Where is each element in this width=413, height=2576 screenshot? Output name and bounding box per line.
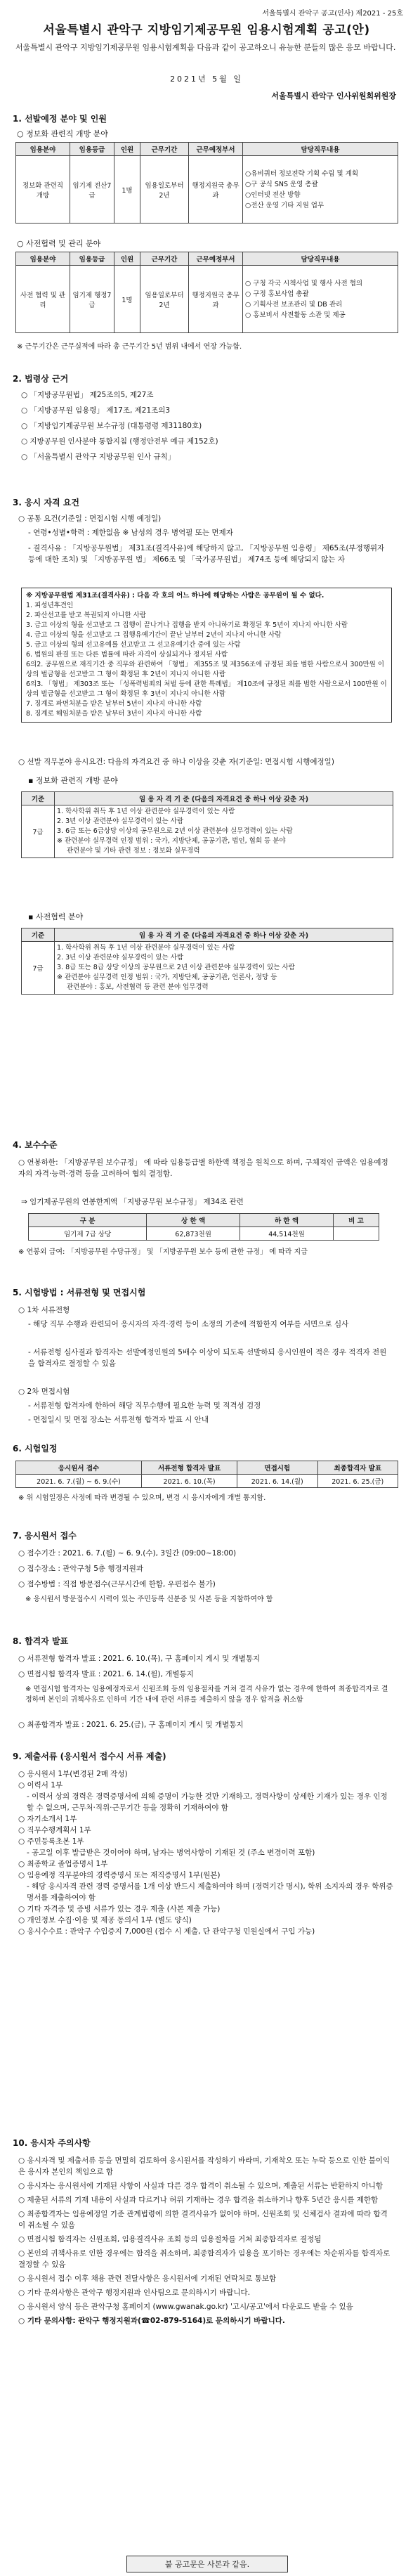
issuer: 서울특별시 관악구 인사위원회위원장	[271, 91, 396, 101]
col-header: 임용분야	[16, 252, 70, 266]
col-header: 근무기간	[140, 252, 189, 266]
document-number: 서울특별시 관악구 공고(인사) 제2021 - 25호	[262, 10, 403, 18]
announcement-line: ○ 최종합격자 발표 : 2021. 6. 25.(금), 구 홈페이지 게시 및 개별통지	[18, 1721, 244, 1729]
document-item: ○ 기타 자격증 및 증빙 서류가 있는 경우 제출 (사본 제출 가능)	[18, 1905, 221, 1913]
box-line: 7. 징계로 파면처분을 받은 날부터 5년이 지나지 아니한 사람	[26, 700, 202, 708]
col-header: 기준	[22, 792, 55, 805]
notice-item: ○ 응시원서 양식 등은 관악구청 홈페이지 (www.gwanak.go.kr) '고시/공고'에서 다운로드 받을 수 있음	[18, 2303, 353, 2311]
document-item: ○ 임용예정 직무분야의 경력증명서 또는 재직증명서 1부(원본)	[18, 1871, 221, 1879]
application-line: ○ 접수장소 : 관악구청 5층 행정지원과	[18, 1565, 144, 1573]
box-line: 8. 징계로 해임처분을 받은 날부터 3년이 지나지 아니한 사람	[26, 710, 202, 718]
table-cell: 2021. 6. 10.(목)	[142, 1475, 237, 1488]
qualification-item: 3. 8급 또는 8급 상당 이상의 공무원으로 2년 이상 관련분야 실무경력이 있는 사람	[57, 964, 295, 971]
section-5-heading: 5. 시험방법 : 서류전형 및 면접시험	[13, 1288, 146, 1297]
table-cell: 임용일로부터 2년	[140, 266, 189, 333]
col-header: 담당직무내용	[243, 143, 398, 156]
documents-list	[18, 1768, 394, 1937]
qualification-item: 3. 6급 또는 6급상당 이상의 공무원으로 2년 이상 관련분야 실무경력이 있는 사람	[57, 827, 293, 835]
law-item: ○ 「지방공무원 임용령」 제17조, 제21조의3	[21, 406, 171, 415]
exam-method-line: ○ 2차 면접시험	[18, 1387, 70, 1396]
col-header: 근무예정부서	[189, 143, 243, 156]
section-1-heading: 1. 선발예정 분야 및 인원	[13, 114, 107, 124]
table-cell: 2021. 6. 14.(월)	[237, 1475, 317, 1488]
col-header: 구 분	[29, 1214, 147, 1227]
col-header: 임용분야	[16, 143, 70, 156]
col-header: 담당직무내용	[243, 252, 398, 266]
table-cell: 62,873천원	[147, 1227, 240, 1241]
qualification-table-2	[21, 928, 393, 995]
requirement-line: - 연령•성별•학력 : 제한없음 ※ 남성의 경우 병역필 또는 면제자	[28, 529, 233, 537]
notice-item: ○ 기타 문의사항은 관악구 행정지원과 인사팀으로 문의하시기 바랍니다.	[18, 2289, 251, 2297]
notice-item: ○ 면접시험 합격자는 신원조회, 임용결격사유 조회 등의 임용절차를 거쳐 최종합격자로 결정됨	[18, 2235, 322, 2244]
box-line: 2. 파산선고를 받고 복권되지 아니한 사람	[26, 611, 146, 619]
requirement-line: ○ 선발 직무분야 응시요건: 다음의 자격요건 중 하나 이상을 갖춘 자(기준일: 면접시험 시행예정일)	[18, 758, 334, 766]
table-cell: ○ 구청 각국 시책사업 및 행사 사전 협의 ○ 구정 홍보사업 총괄 ○ 기획사전 보조관리 및 DB 관리 ○ 홍보비서 사전활동 소관 및 제공	[243, 266, 398, 333]
notice-item: ○ 제출된 서류의 기재 내용이 사실과 다르거나 허위 기재하는 경우 합격을 취소하거나 향후 5년간 응시를 제한함	[18, 2196, 379, 2204]
section-7-heading: 7. 응시원서 접수	[13, 1531, 77, 1541]
col-header: 근무기간	[140, 143, 189, 156]
table-cell: 7급	[22, 805, 55, 858]
col-header: 기준	[22, 928, 55, 942]
table-cell	[333, 1227, 379, 1241]
qualification-note: 관련분야 및 기타 관련 정보 : 정보화 실무경력	[67, 847, 200, 855]
law-item: ○ 「지방임기제공무원 보수규정 (대통령령 제31180호)	[21, 422, 202, 430]
section-6-heading: 6. 시험일정	[13, 1444, 58, 1454]
col-header: 비 고	[333, 1214, 379, 1227]
qualification-table-1	[21, 791, 393, 858]
col-header: 근무예정부서	[189, 252, 243, 266]
section-3-sub-1: ▪ 정보화 관련직 개방 분야	[28, 776, 118, 785]
document-item: ○ 주민등록초본 1부	[18, 1837, 84, 1846]
table-cell: 1명	[114, 156, 140, 224]
qualification-item: 1. 학사학위 취득 후 1년 이상 관련분야 실무경력이 있는 사람	[57, 944, 235, 952]
table-row	[16, 266, 398, 333]
document-item: ○ 자기소개서 1부	[18, 1815, 77, 1823]
table-cell	[55, 805, 393, 858]
notice-list	[18, 2155, 394, 2326]
section-9-heading: 9. 제출서류 (응시원서 접수시 서류 제출)	[13, 1752, 166, 1761]
document-title: 서울특별시 관악구 지방임기제공무원 임용시험계획 공고(안)	[43, 23, 370, 37]
table-cell: 1명	[114, 266, 140, 333]
exam-method-line: - 서류전형 심사결과 합격자는 선발예정인원의 5배수 이상이 되도록 선발하되 응시인원이 적은 경우 적격자 전원을 합격자로 결정할 수 있음	[28, 1348, 387, 1368]
table-row	[22, 805, 393, 858]
section-10-heading: 10. 응시자 주의사항	[13, 2138, 91, 2148]
schedule-note: ※ 위 시험일정은 사정에 따라 변경될 수 있으며, 변경 시 응시자에게 개별 통지함.	[18, 1494, 266, 1502]
disqualification-box	[21, 588, 392, 723]
table-cell: 2021. 6. 25.(금)	[317, 1475, 398, 1488]
requirement-line: ○ 공통 요건(기준일 : 면접시험 시행 예정일)	[18, 514, 162, 523]
section-1-sub-1: ○ 정보화 관련직 개방 분야	[17, 129, 108, 138]
box-line: 1. 피성년후견인	[26, 602, 74, 609]
table-cell: ○유비쿼터 정보전략 기획 수립 및 계획 ○구 공식 SNS 운영 총괄 ○인터넷 전산 방향 ○전산 운영 기타 지원 업무	[243, 156, 398, 224]
section-4-heading: 4. 보수수준	[13, 1140, 58, 1150]
table-cell: 44,514천원	[240, 1227, 334, 1241]
qualification-item: 2. 3년 이상 관련분야 실무경력이 있는 사람	[57, 954, 184, 962]
col-header: 임 용 자 격 기 준 (다음의 자격요건 중 하나 이상 갖춘 자)	[55, 928, 393, 942]
salary-table	[28, 1213, 379, 1241]
table-cell: 사전 협력 및 관리	[16, 266, 70, 333]
col-header: 상 한 액	[147, 1214, 240, 1227]
document-item: ○ 개인정보 수집·이용 및 제공 동의서 1부 (별도 양식)	[18, 1916, 192, 1924]
application-line: ○ 접수기간 : 2021. 6. 7.(월) ~ 6. 9.(수), 3일간 (09:00~18:00)	[18, 1549, 237, 1558]
table-cell	[55, 942, 393, 995]
box-line: 6. 법원의 판결 또는 다른 법률에 따라 자격이 상실되거나 정지된 사람	[26, 651, 228, 659]
box-line: 5. 금고 이상의 형의 선고유예를 선고받고 그 선고유예기간 중에 있는 사람	[26, 641, 241, 649]
box-line: 6의3. 「형법」 제303조 또는 「성폭력범죄의 처벌 등에 관한 특례법」 제10조에 규정된 죄를 범한 사람으로서 100만원 이상의 벌금형을 선고받고 그 형이 확정된 후 3년이 지나지 아니한 사람	[26, 680, 387, 698]
document-item: - 이력서 상의 경력은 경력증명서에 의해 증명이 가능한 것만 기재하고, 경력사항이 상세한 기재가 있는 경우 인정할 수 없으며, 근무처·직위·근무기간 등을 정확히 기재하여야 함	[27, 1792, 388, 1812]
announcement-line: ○ 서류전형 합격자 발표 : 2021. 6. 10.(목), 구 홈페이지 게시 및 개별통지	[18, 1655, 261, 1663]
recruitment-table-1	[15, 142, 398, 224]
exam-method-line: - 해당 직무 수행과 관련되어 응시자의 자격·경력 등이 소정의 기준에 적합한지 여부를 서면으로 심사	[28, 1320, 349, 1328]
document-item: - 해당 응시자격 관련 경력 증명서를 1개 이상 반드시 제출하여야 하며 (경력기간 명시), 학위 소지자의 경우 학위증명서를 제출하여야 함	[27, 1882, 393, 1902]
table-cell: 임기제 7급 상당	[29, 1227, 147, 1241]
exam-method-line: - 면접일시 및 면접 장소는 서류전형 합격자 발표 시 안내	[28, 1416, 209, 1424]
box-line: 3. 금고 이상의 형을 선고받고 그 집행이 끝나거나 집행을 받지 아니하기로 확정된 후 5년이 지나지 아니한 사람	[26, 621, 348, 629]
col-header: 임 용 자 격 기 준 (다음의 자격요건 중 하나 이상 갖춘 자)	[55, 792, 393, 805]
salary-note: ※ 연봉외 급여: 「지방공무원 수당규정」 및 「지방공무원 보수 등에 관한 규정」 에 따라 지급	[18, 1248, 308, 1256]
salary-line: ○ 연봉하한: 「지방공무원 보수규정」 에 따라 임용등급별 하한액 책정을 원칙으로 하며, 구체적인 금액은 임용예정자의 자격·능력·경력 등을 고려하여 협의 결정함.	[18, 1158, 388, 1178]
recruitment-table-2	[15, 252, 398, 333]
exam-method-line: ○ 1차 서류전형	[18, 1306, 70, 1314]
col-header: 서류전형 합격자 발표	[142, 1461, 237, 1475]
col-header: 인원	[114, 252, 140, 266]
table-row	[16, 1475, 398, 1488]
schedule-table	[15, 1461, 398, 1488]
document-item: ○ 최종학교 졸업증명서 1부	[18, 1860, 108, 1868]
table-row	[29, 1227, 379, 1241]
col-header: 응시원서 접수	[16, 1461, 142, 1475]
box-title: ※ 지방공무원법 제31조(결격사유) : 다음 각 호의 어느 하나에 해당하는 사람은 공무원이 될 수 없다.	[26, 592, 324, 600]
law-item: ○ 「지방공무원법」 제25조의5, 제27조	[21, 391, 154, 399]
footer-note: 붙 공고문은 사본과 같음.	[126, 2556, 288, 2572]
announcement-line: ○ 면접시험 합격자 발표 : 2021. 6. 14.(월), 개별통지	[18, 1670, 194, 1678]
notice-item: ○ 응시자격 및 제출서류 등을 면밀히 검토하여 응시원서를 작성하기 바라며, 기재착오 또는 누락 등으로 인한 불이익은 응시자 본인의 책임으로 함	[18, 2156, 391, 2176]
table-cell: 행정지원국 총무과	[189, 156, 243, 224]
notice-item: ○ 최종합격자는 임용예정일 기준 관계법령에 의한 결격사유가 없어야 하며, 신원조회 및 신체검사 결과에 따라 합격이 취소될 수 있음	[18, 2210, 388, 2229]
announcement-date: 2021년 5월 일	[170, 75, 243, 84]
section-1-sub-2: ○ 사전협력 및 관리 분야	[17, 239, 101, 248]
qualification-note: 관련분야 : 홍보, 사전협력 등 관련 분야 업무경력	[67, 983, 209, 991]
box-line: 4. 금고 이상의 형을 선고받고 그 집행유예기간이 끝난 날부터 2년이 지나지 아니한 사람	[26, 631, 282, 639]
law-item: ○ 「서울특별시 관악구 지방공무원 인사 규칙」	[21, 453, 176, 461]
box-line: 6의2. 공무원으로 재직기간 중 직무와 관련하여 「형법」 제355조 및 제356조에 규정된 죄를 범한 사람으로서 300만원 이상의 벌금형을 선고받고 그 형이 확정된 후 2년이 지나지 아니한 사람	[26, 661, 385, 678]
section-8-heading: 8. 합격자 발표	[13, 1636, 69, 1646]
law-item: ○ 지방공무원 인사분야 통합지침 (행정안전부 예규 제152호)	[21, 437, 218, 446]
col-header: 인원	[114, 143, 140, 156]
notice-item: ○ 본인의 귀책사유로 인한 경우에는 합격을 취소하며, 최종합격자가 임용을 포기하는 경우에는 차순위자를 합격자로 결정할 수 있음	[18, 2249, 391, 2269]
document-item: ○ 이력서 1부	[18, 1781, 63, 1789]
col-header: 임용등급	[70, 143, 114, 156]
application-note: ※ 응시원서 방문접수시 시력이 있는 주민등록 신분증 및 사본 등을 지참하여야 함	[25, 1596, 273, 1603]
requirement-line: - 결격사유 : 「지방공무원법」 제31조(결격사유)에 해당하지 않고, 「지방공무원 임용령」 제65조(부정행위자 등에 대한 조치) 및 「지방공무원 법」 제66조 및 「국가공무원법」 제74조 등에 해당되지 않는 자	[28, 544, 385, 564]
col-header: 면접시험	[237, 1461, 317, 1475]
section-3-sub-2: ▪ 사전협력 분야	[28, 912, 84, 921]
qualification-note: ※ 관련분야 실무경력 인정 범위 : 국가, 지방단체, 공공기관, 언론사, 정당 등	[57, 973, 277, 981]
section-3-heading: 3. 응시 자격 요건	[13, 498, 79, 507]
table-cell: 2021. 6. 7.(월) ~ 6. 9.(수)	[16, 1475, 142, 1488]
section-2-heading: 2. 법령상 근거	[13, 374, 69, 384]
col-header: 하 한 액	[240, 1214, 334, 1227]
table-cell: 임기제 행정7급	[70, 266, 114, 333]
col-header: 임용등급	[70, 252, 114, 266]
qualification-item: 1. 학사학위 취득 후 1년 이상 관련분야 실무경력이 있는 사람	[57, 808, 235, 815]
document-item: ○ 응시수수료 : 관악구 수입증지 7,000원 (접수 시 제출, 단 관악구청 민원실에서 구입 가능)	[18, 1927, 315, 1936]
section-1-note: ※ 근무기간은 근무실적에 따라 총 근무기간 5년 범위 내에서 연장 가능함.	[17, 343, 242, 351]
document-item: - 공고일 이후 발급받은 것이어야 하며, 남자는 병역사항이 기재된 것 (주소 변경이력 포함)	[27, 1849, 315, 1857]
table-cell: 임기제 전산7급	[70, 156, 114, 224]
notice-item: ○ 응시자는 응시원서에 기재된 사항이 사실과 다른 경우 합격이 취소될 수 있으며, 제출된 서류는 반환하지 아니함	[18, 2182, 383, 2190]
table-row	[16, 156, 398, 224]
qualification-note: ※ 관련분야 실무경력 인정 범위 : 국가, 지방단체, 공공기관, 법인, 협회 등 분야	[57, 837, 286, 845]
table-cell: 7급	[22, 942, 55, 995]
notice-item: ○ 응시원서 접수 이후 채용 관련 전달사항은 응시원서에 기재된 연락처로 통보함	[18, 2274, 277, 2283]
salary-line: ⇒ 임기제공무원의 연봉한계액 「지방공무원 보수규정」 제34조 관련	[21, 1198, 244, 1206]
table-cell: 임용일로부터 2년	[140, 156, 189, 224]
application-line: ○ 접수방법 : 직접 방문접수(근무시간에 한함, 우편접수 불가)	[18, 1580, 216, 1588]
table-row	[22, 942, 393, 995]
notice-item: ○ 기타 문의사항: 관악구 행정지원과(☎02-879-5164)로 문의하시기 바랍니다.	[18, 2317, 285, 2325]
document-item: ○ 응시원서 1부(변경된 2매 작성)	[18, 1770, 128, 1778]
exam-method-line: - 서류전형 합격자에 한하여 해당 직무수행에 필요한 능력 및 적격성 검정	[28, 1402, 261, 1410]
table-cell: 정보화 관련직 개방	[16, 156, 70, 224]
col-header: 최종합격자 발표	[317, 1461, 398, 1475]
table-cell: 행정지원국 총무과	[189, 266, 243, 333]
qualification-item: 2. 3년 이상 관련분야 실무경력이 있는 사람	[57, 817, 184, 825]
announcement-note: ※ 면접시험 합격자는 임용예정자로서 신원조회 등의 임용절차를 거쳐 결격 사유가 없는 경우에 한하여 최종합격자로 결정하며 본인의 귀책사유로 인하여 기간 내에 관련 서류를 제출하지 않을 경우 합격을 취소함	[25, 1685, 388, 1704]
document-item: ○ 직무수행계획서 1부	[18, 1826, 91, 1834]
intro-text: 서울특별시 관악구 지방임기제공무원 임용시험계획을 다음과 같이 공고하오니 유능한 분들의 많은 응모 바랍니다.	[15, 43, 396, 52]
